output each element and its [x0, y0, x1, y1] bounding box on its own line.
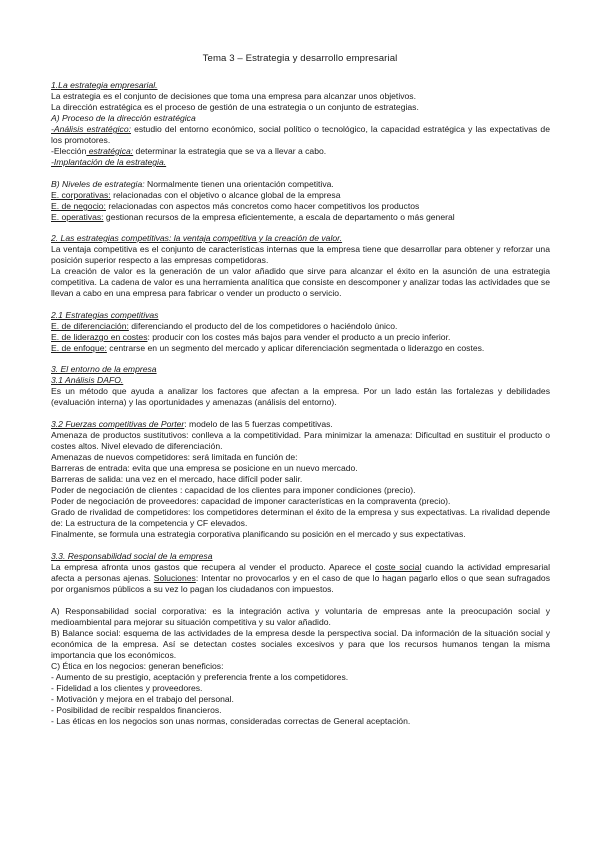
- paragraph: La estrategia es el conjunto de decisiones que toma una empresa para alcanzar unos objetivos.: [51, 91, 416, 101]
- paragraph: Es un método que ayuda a analizar los factores que afectan a la empresa. Por un lado están las fortalezas y debilidades (evaluación interna) y las oportunidades y amenazas (análisis del entorno).: [51, 386, 550, 407]
- paragraph: B) Balance social: esquema de las actividades de la empresa desde la perspectiva social. Da información de la situación social y económica de la empresa. Así se detectan costes sociales excesivos y para que los recursos humanos tengan la misma importancia que los económicos.: [51, 628, 550, 660]
- term-text: : modelo de las 5 fuerzas competitivas.: [184, 419, 333, 429]
- paragraph: [51, 343, 550, 354]
- paragraph: [51, 332, 550, 343]
- term-text: relacionadas con aspectos más concretos como hacer competitivos los productos: [105, 201, 420, 211]
- paragraph: -Implantación de la estrategia.: [51, 157, 167, 167]
- term-prefix: -Elección: [51, 146, 87, 156]
- paragraph: Poder de negociación de clientes : capacidad de los clientes para imponer condiciones (precio).: [51, 485, 416, 495]
- term-text: estudio del entorno económico, social político o tecnológico, la capacidad estratégica y las expectativas de los promotores.: [51, 124, 550, 145]
- paragraph: Finalmente, se formula una estrategia corporativa planificando su posición en el mercado y sus expectativas.: [51, 529, 466, 539]
- term-text: cuando la actividad empresarial afecta a personas ajenas.: [51, 562, 550, 583]
- term-label: E. de diferenciación:: [51, 321, 129, 331]
- paragraph: [51, 124, 550, 146]
- list-item: - Posibilidad de recibir respaldos financieros.: [51, 705, 222, 715]
- term-label: E. de liderazgo en costes: [51, 332, 148, 342]
- term-label: E. de negocio:: [51, 201, 106, 211]
- term-label: Soluciones: [153, 573, 196, 583]
- paragraph: [51, 562, 550, 595]
- paragraph: La dirección estratégica es el proceso de gestión de una estrategia o un conjunto de estrategias.: [51, 102, 419, 112]
- document-body: [51, 80, 550, 727]
- list-item: - Aumento de su prestigio, aceptación y preferencia frente a los competidores.: [51, 672, 349, 682]
- section-heading: 2.1 Estrategias competitivas: [51, 310, 159, 320]
- subheading: A) Proceso de la dirección estratégica: [51, 113, 196, 123]
- paragraph: C) Ética en los negocios: generan beneficios:: [51, 661, 224, 671]
- paragraph: Barreras de salida: una vez en el mercado, hace difícil poder salir.: [51, 474, 303, 484]
- section-heading: 3.3. Responsabilidad social de la empresa: [51, 551, 213, 561]
- term-label: coste social: [375, 562, 422, 572]
- subheading: 3.1 Análisis DAFO.: [51, 375, 124, 385]
- term-label: E. de enfoque:: [51, 343, 107, 353]
- term-text: diferenciando el producto del de los competidores o haciéndolo único.: [128, 321, 398, 331]
- paragraph: [51, 212, 550, 223]
- term-text: relacionadas con el objetivo o alcance global de la empresa: [110, 190, 341, 200]
- paragraph: Barreras de entrada: evita que una empresa se posicione en un nuevo mercado.: [51, 463, 358, 473]
- paragraph: Amenaza de productos sustitutivos: conlleva a la competitividad. Para minimizar la amenaza: Dificultad en sustituir el producto o costes altos. Nivel elevado de diferenciación.: [51, 430, 550, 451]
- term-text: gestionan recursos de la empresa eficientemente, a escala de departamento o más general: [103, 212, 455, 222]
- paragraph: [51, 146, 550, 157]
- list-item: - Motivación y mejora en el trabajo del personal.: [51, 694, 234, 704]
- document-title: Tema 3 – Estrategia y desarrollo empresarial: [202, 53, 398, 64]
- paragraph: A) Responsabilidad social corporativa: es la integración activa y voluntaria de empresas ante la preocupación social y medioambiental para mejorar su situación competitiva y su valor añadido.: [51, 606, 550, 627]
- paragraph: La creación de valor es la generación de un valor añadido que sirve para alcanzar el éxito en la asunción de una estrategia competitiva. La cadena de valor es una herramienta analítica que consiste en descomponer y analizar todas las actividades que se llevan a cabo en una empresa para fabricar o vender un producto o servicio.: [51, 266, 550, 298]
- term-text: : Intentar no provocarlos y en el caso de que lo hagan pagarlo ellos o que sean sufragados por organismos públicos a su vez lo pagan los ciudadanos con impuestos.: [51, 573, 550, 594]
- term-text: : producir con los costes más bajos para vender el producto a un precio inferior.: [147, 332, 451, 342]
- term-text: Normalmente tienen una orientación competitiva.: [144, 179, 334, 189]
- paragraph: [51, 321, 550, 332]
- term-label: -Análisis estratégico:: [51, 124, 131, 134]
- term-text: determinar la estrategia que se va a llevar a cabo.: [133, 146, 327, 156]
- paragraph: Amenazas de nuevos competidores: será limitada en función de:: [51, 452, 298, 462]
- term-label: E. operativas:: [51, 212, 104, 222]
- list-item: - Fidelidad a los clientes y proveedores.: [51, 683, 203, 693]
- term-text: La empresa afronta unos gastos que recupera al vender el producto. Aparece el: [51, 562, 376, 572]
- section-heading: 1.La estrategia empresarial.: [51, 80, 158, 90]
- list-item: - Las éticas en los negocios son unas normas, consideradas correctas de General aceptación.: [51, 716, 411, 726]
- term-text: centrarse en un segmento del mercado y aplicar diferenciación segmentada o liderazgo en costes.: [106, 343, 485, 353]
- section-heading: 2. Las estrategias competitivas: la ventaja competitiva y la creación de valor.: [51, 233, 343, 243]
- paragraph: [51, 179, 550, 190]
- paragraph: [51, 201, 550, 212]
- term-label: E. corporativas:: [51, 190, 111, 200]
- term-label: B) Niveles de estrategia:: [51, 179, 145, 189]
- paragraph: La ventaja competitiva es el conjunto de características internas que la empresa tiene que desarrollar para obtener y reforzar una posición superior respecto a las empresas competidoras.: [51, 244, 550, 265]
- paragraph: Poder de negociación de proveedores: capacidad de imponer características en la compraventa (precio).: [51, 496, 451, 506]
- paragraph: [51, 419, 550, 430]
- section-heading: 3.2 Fuerzas competitivas de Porter: [51, 419, 185, 429]
- term-label: estratégica:: [86, 146, 134, 156]
- paragraph: Grado de rivalidad de competidores: los competidores determinan el éxito de la empresa y sus expectativas. La rivalidad depende de: La estructura de la competencia y CF elevados.: [51, 507, 550, 528]
- section-heading: 3. El entorno de la empresa: [51, 364, 157, 374]
- paragraph: [51, 190, 550, 201]
